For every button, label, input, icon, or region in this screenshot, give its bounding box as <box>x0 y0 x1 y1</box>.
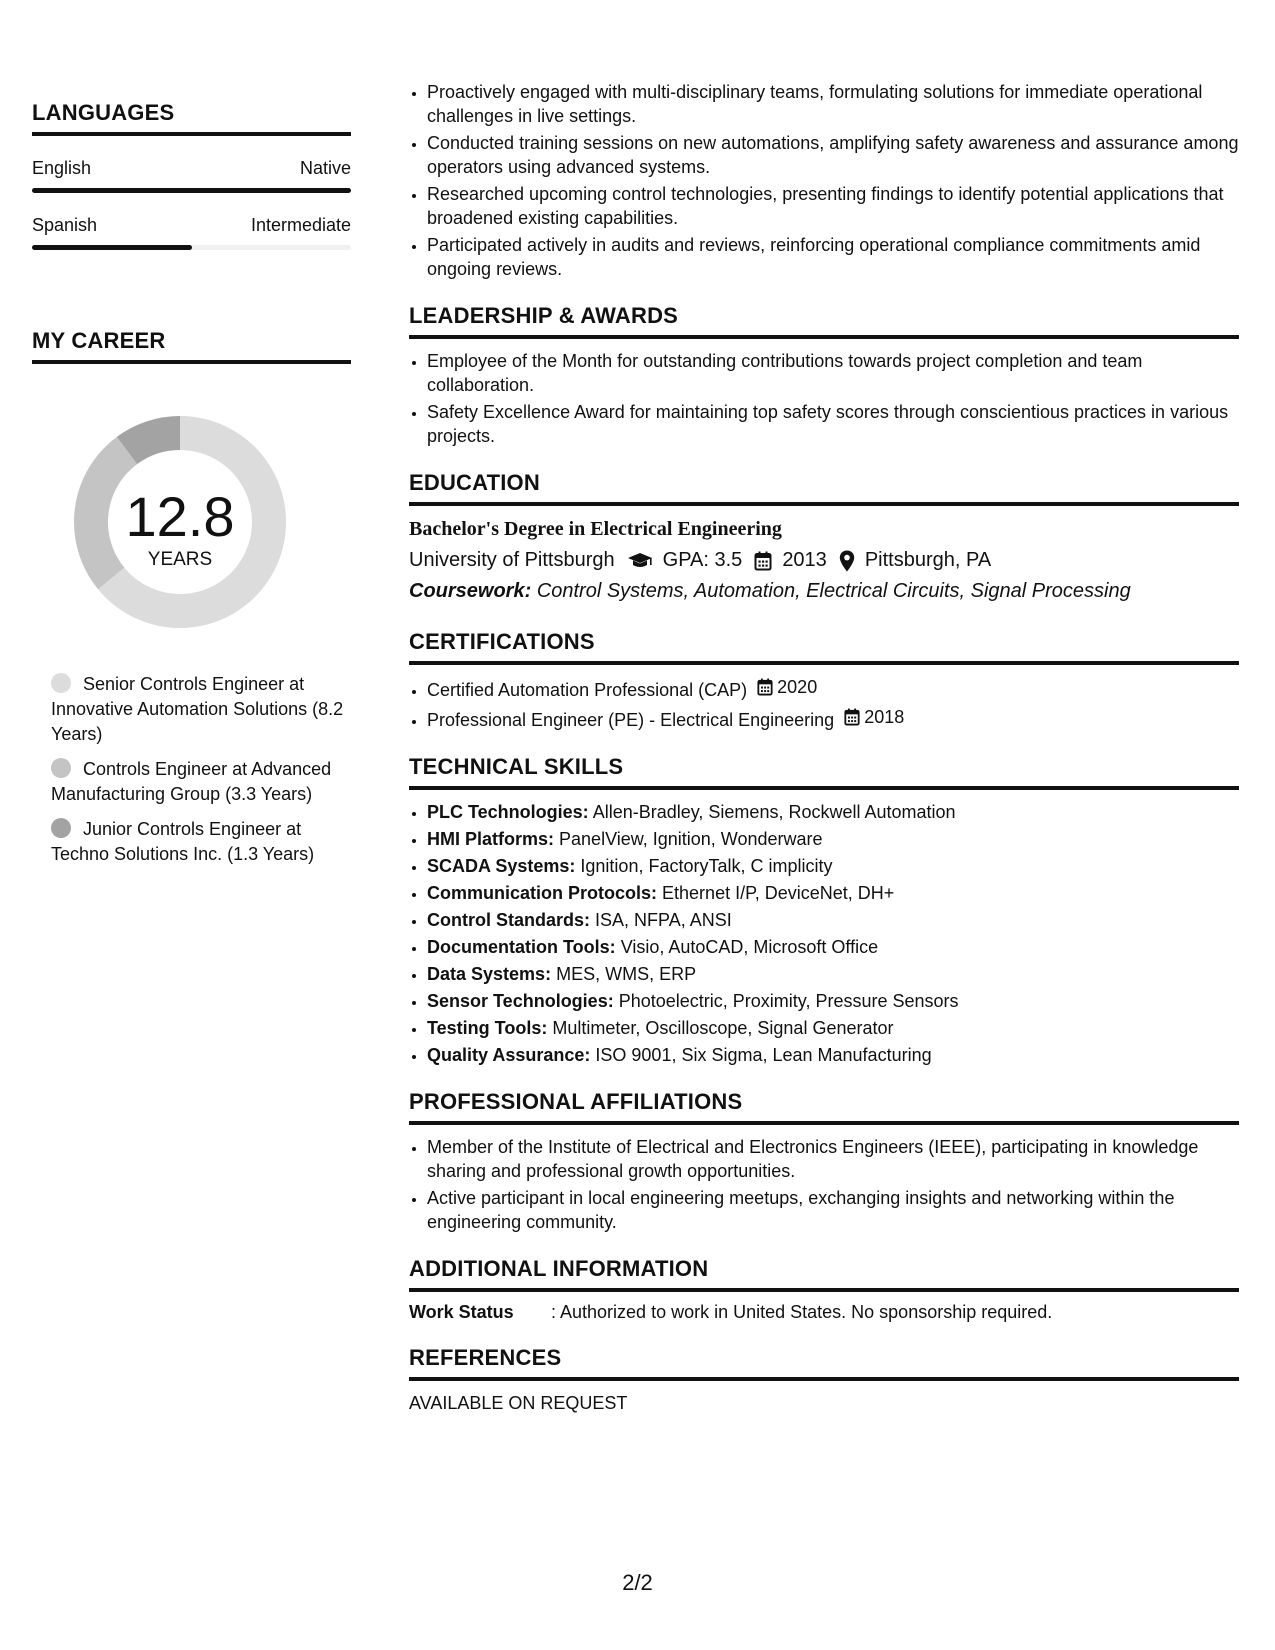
career-item <box>51 757 351 807</box>
coursework-value: Control Systems, Automation, Electrical Circuits, Signal Processing <box>536 580 1131 602</box>
career-total-unit: YEARS <box>147 549 213 570</box>
skill-label: SCADA Systems: <box>427 856 576 876</box>
legend-dot-icon <box>51 673 71 693</box>
calendar-icon <box>844 708 860 726</box>
experience-bullet: • Conducted training sessions on new automations, amplifying safety awareness and assurance among operators using advanced systems. <box>427 131 1239 179</box>
skill-item <box>427 908 1239 932</box>
education-coursework <box>409 580 1239 603</box>
language-bar-fill <box>32 188 351 193</box>
education-title: EDUCATION <box>409 470 1239 506</box>
skill-label: Control Standards: <box>427 910 591 930</box>
career-item <box>51 672 351 747</box>
skills-title: TECHNICAL SKILLS <box>409 754 1239 790</box>
references-title: REFERENCES <box>409 1345 1239 1381</box>
affiliations-title: PROFESSIONAL AFFILIATIONS <box>409 1089 1239 1125</box>
experience-bullet: • Participated actively in audits and reviews, reinforcing operational compliance commitments amid ongoing reviews. <box>427 233 1239 281</box>
skill-label: Testing Tools: <box>427 1018 548 1038</box>
leadership-bullet: • Safety Excellence Award for maintaining top safety scores through conscientious practices in various projects. <box>427 400 1239 448</box>
references-section <box>409 1345 1239 1414</box>
certification-item <box>427 705 1239 732</box>
right-column <box>409 80 1239 1414</box>
skill-item <box>427 1043 1239 1067</box>
skill-item <box>427 881 1239 905</box>
skill-label: Data Systems: <box>427 964 552 984</box>
career-item-text: Senior Controls Engineer at Innovative Automation Solutions (8.2 Years) <box>51 674 344 744</box>
language-bar-fill <box>32 245 192 250</box>
career-item <box>51 817 351 867</box>
additional-section <box>409 1256 1239 1323</box>
skill-item <box>427 962 1239 986</box>
language-name: English <box>32 158 92 178</box>
leadership-title: LEADERSHIP & AWARDS <box>409 303 1239 339</box>
affiliation-bullet: • Member of the Institute of Electrical and Electronics Engineers (IEEE), participating in knowledge sharing and professional growth opportunities. <box>427 1135 1239 1183</box>
skill-label: Documentation Tools: <box>427 937 616 957</box>
skill-value: ISO 9001, Six Sigma, Lean Manufacturing <box>595 1045 932 1065</box>
languages-title: LANGUAGES <box>32 100 351 136</box>
education-gpa: GPA: 3.5 <box>662 549 743 571</box>
skill-item <box>427 935 1239 959</box>
skill-item <box>427 827 1239 851</box>
legend-dot-icon <box>51 818 71 838</box>
skill-value: Multimeter, Oscilloscope, Signal Generator <box>552 1018 894 1038</box>
career-list <box>32 672 351 867</box>
language-english <box>32 158 351 193</box>
additional-title: ADDITIONAL INFORMATION <box>409 1256 1239 1292</box>
skill-value: Allen-Bradley, Siemens, Rockwell Automation <box>592 802 956 822</box>
certification-year: 2018 <box>864 707 905 727</box>
career-item-text: Junior Controls Engineer at Techno Solutions Inc. (1.3 Years) <box>51 819 315 864</box>
affiliations-section <box>409 1089 1239 1234</box>
career-item-text: Controls Engineer at Advanced Manufacturing Group (3.3 Years) <box>51 759 332 804</box>
graduation-cap-icon <box>627 552 653 570</box>
skills-section <box>409 754 1239 1067</box>
work-status-value: : Authorized to work in United States. No sponsorship required. <box>551 1302 1053 1322</box>
work-status-label: Work Status <box>409 1302 514 1322</box>
education-location: Pittsburgh, PA <box>864 549 992 571</box>
skill-label: Sensor Technologies: <box>427 991 614 1011</box>
language-spanish <box>32 215 351 250</box>
education-year: 2013 <box>782 549 827 571</box>
language-name: Spanish <box>32 215 98 235</box>
map-pin-icon <box>839 550 855 572</box>
experience-bullet: • Proactively engaged with multi-disciplinary teams, formulating solutions for immediate operational challenges in live settings. <box>427 80 1239 128</box>
skill-value: MES, WMS, ERP <box>556 964 697 984</box>
language-level: Intermediate <box>250 215 351 235</box>
certification-name: Professional Engineer (PE) - Electrical Engineering <box>427 710 835 730</box>
career-donut-chart <box>65 407 295 637</box>
experience-bullet: • Researched upcoming control technologies, presenting findings to identify potential applications that broadened existing capabilities. <box>427 182 1239 230</box>
calendar-icon <box>754 551 772 571</box>
skill-value: Photoelectric, Proximity, Pressure Sensors <box>618 991 959 1011</box>
education-section <box>409 470 1239 603</box>
skill-value: Visio, AutoCAD, Microsoft Office <box>620 937 879 957</box>
skill-value: ISA, NFPA, ANSI <box>595 910 732 930</box>
leadership-bullet: • Employee of the Month for outstanding contributions towards project completion and team collaboration. <box>427 349 1239 397</box>
certification-item <box>427 675 1239 702</box>
skill-item <box>427 1016 1239 1040</box>
skill-value: Ignition, FactoryTalk, C implicity <box>580 856 833 876</box>
skill-value: Ethernet I/P, DeviceNet, DH+ <box>662 883 895 903</box>
skill-item <box>427 854 1239 878</box>
skills-list <box>409 800 1239 1067</box>
skill-item <box>427 989 1239 1013</box>
coursework-label: Coursework: <box>409 580 532 602</box>
certifications-section <box>409 629 1239 732</box>
certifications-title: CERTIFICATIONS <box>409 629 1239 665</box>
education-degree: Bachelor's Degree in Electrical Engineering <box>409 518 782 540</box>
legend-dot-icon <box>51 758 71 778</box>
left-column <box>32 100 351 877</box>
experience-bullets <box>409 80 1239 281</box>
skill-label: Quality Assurance: <box>427 1045 591 1065</box>
leadership-section <box>409 303 1239 448</box>
career-title: MY CAREER <box>32 328 351 364</box>
education-school: University of Pittsburgh <box>409 549 615 571</box>
skill-label: HMI Platforms: <box>427 829 555 849</box>
skill-value: PanelView, Ignition, Wonderware <box>559 829 823 849</box>
skill-label: PLC Technologies: <box>427 802 589 822</box>
language-level: Native <box>299 158 351 178</box>
page-number: 2/2 <box>622 1570 653 1595</box>
calendar-icon <box>757 678 773 696</box>
education-details <box>409 549 1239 572</box>
certification-year: 2020 <box>777 677 818 697</box>
language-bar <box>32 188 351 193</box>
skill-item <box>427 800 1239 824</box>
certification-name: Certified Automation Professional (CAP) <box>427 680 748 700</box>
references-text: AVAILABLE ON REQUEST <box>409 1393 628 1413</box>
career-total-years: 12.8 <box>125 485 235 548</box>
affiliation-bullet: • Active participant in local engineering meetups, exchanging insights and networking within the engineering community. <box>427 1186 1239 1234</box>
language-bar <box>32 245 351 250</box>
skill-label: Communication Protocols: <box>427 883 658 903</box>
